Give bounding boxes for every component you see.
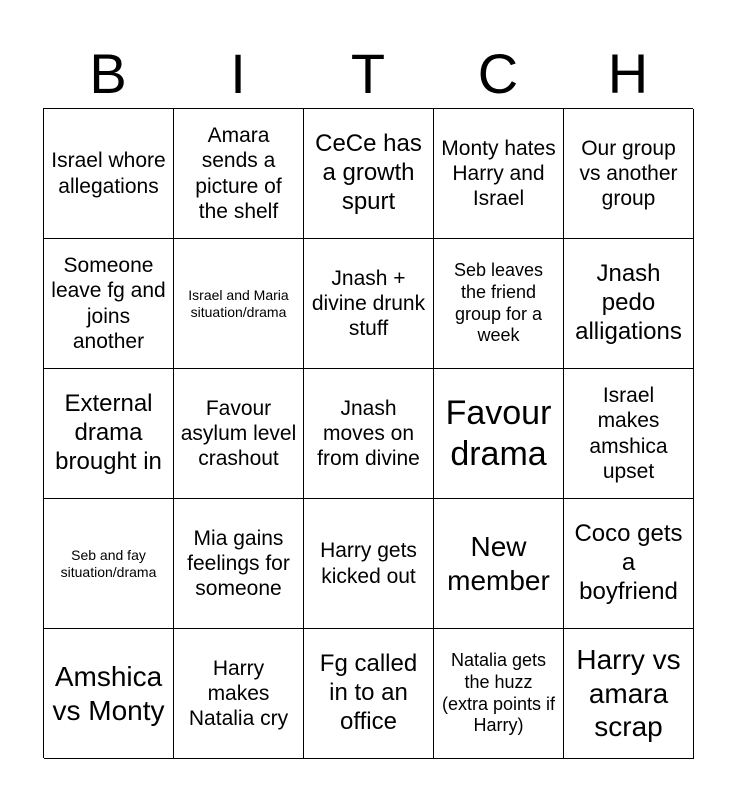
bingo-cell[interactable]: Fg called in to an office [304, 629, 434, 759]
header-letter-b: B [89, 42, 127, 105]
bingo-cell[interactable]: Amara sends a picture of the shelf [174, 109, 304, 239]
bingo-cell[interactable]: Seb leaves the friend group for a week [434, 239, 564, 369]
header-letter-t: T [350, 42, 386, 105]
bingo-board [43, 108, 693, 758]
bingo-cell[interactable]: Seb and fay situation/drama [44, 499, 174, 629]
bingo-cell[interactable]: Someone leave fg and joins another [44, 239, 174, 369]
bingo-cell[interactable]: Favour drama [434, 369, 564, 499]
bingo-cell[interactable]: CeCe has a growth spurt [304, 109, 434, 239]
bingo-cell[interactable]: Coco gets a boyfriend [564, 499, 694, 629]
bingo-cell[interactable]: Our group vs another group [564, 109, 694, 239]
bingo-cell[interactable]: Jnash + divine drunk stuff [304, 239, 434, 369]
bingo-cell[interactable]: Jnash moves on from divine [304, 369, 434, 499]
bingo-header [43, 40, 693, 108]
header-letter-c: C [477, 42, 519, 105]
bingo-cell[interactable]: Israel whore allegations [44, 109, 174, 239]
bingo-cell[interactable]: External drama brought in [44, 369, 174, 499]
bingo-cell[interactable]: Harry vs amara scrap [564, 629, 694, 759]
bingo-cell[interactable]: Mia gains feelings for someone [174, 499, 304, 629]
bingo-cell[interactable]: Harry makes Natalia cry [174, 629, 304, 759]
bingo-cell[interactable]: Natalia gets the huzz (extra points if Harry) [434, 629, 564, 759]
bingo-cell[interactable]: Amshica vs Monty [44, 629, 174, 759]
header-letter-i: I [230, 42, 246, 105]
bingo-cell[interactable]: Monty hates Harry and Israel [434, 109, 564, 239]
bingo-cell[interactable]: Israel and Maria situation/drama [174, 239, 304, 369]
header-letter-h: H [607, 42, 649, 105]
bingo-cell[interactable]: Israel makes amshica upset [564, 369, 694, 499]
bingo-cell[interactable]: Favour asylum level crashout [174, 369, 304, 499]
bingo-cell[interactable]: Harry gets kicked out [304, 499, 434, 629]
bingo-cell[interactable]: New member [434, 499, 564, 629]
bingo-cell[interactable]: Jnash pedo alligations [564, 239, 694, 369]
